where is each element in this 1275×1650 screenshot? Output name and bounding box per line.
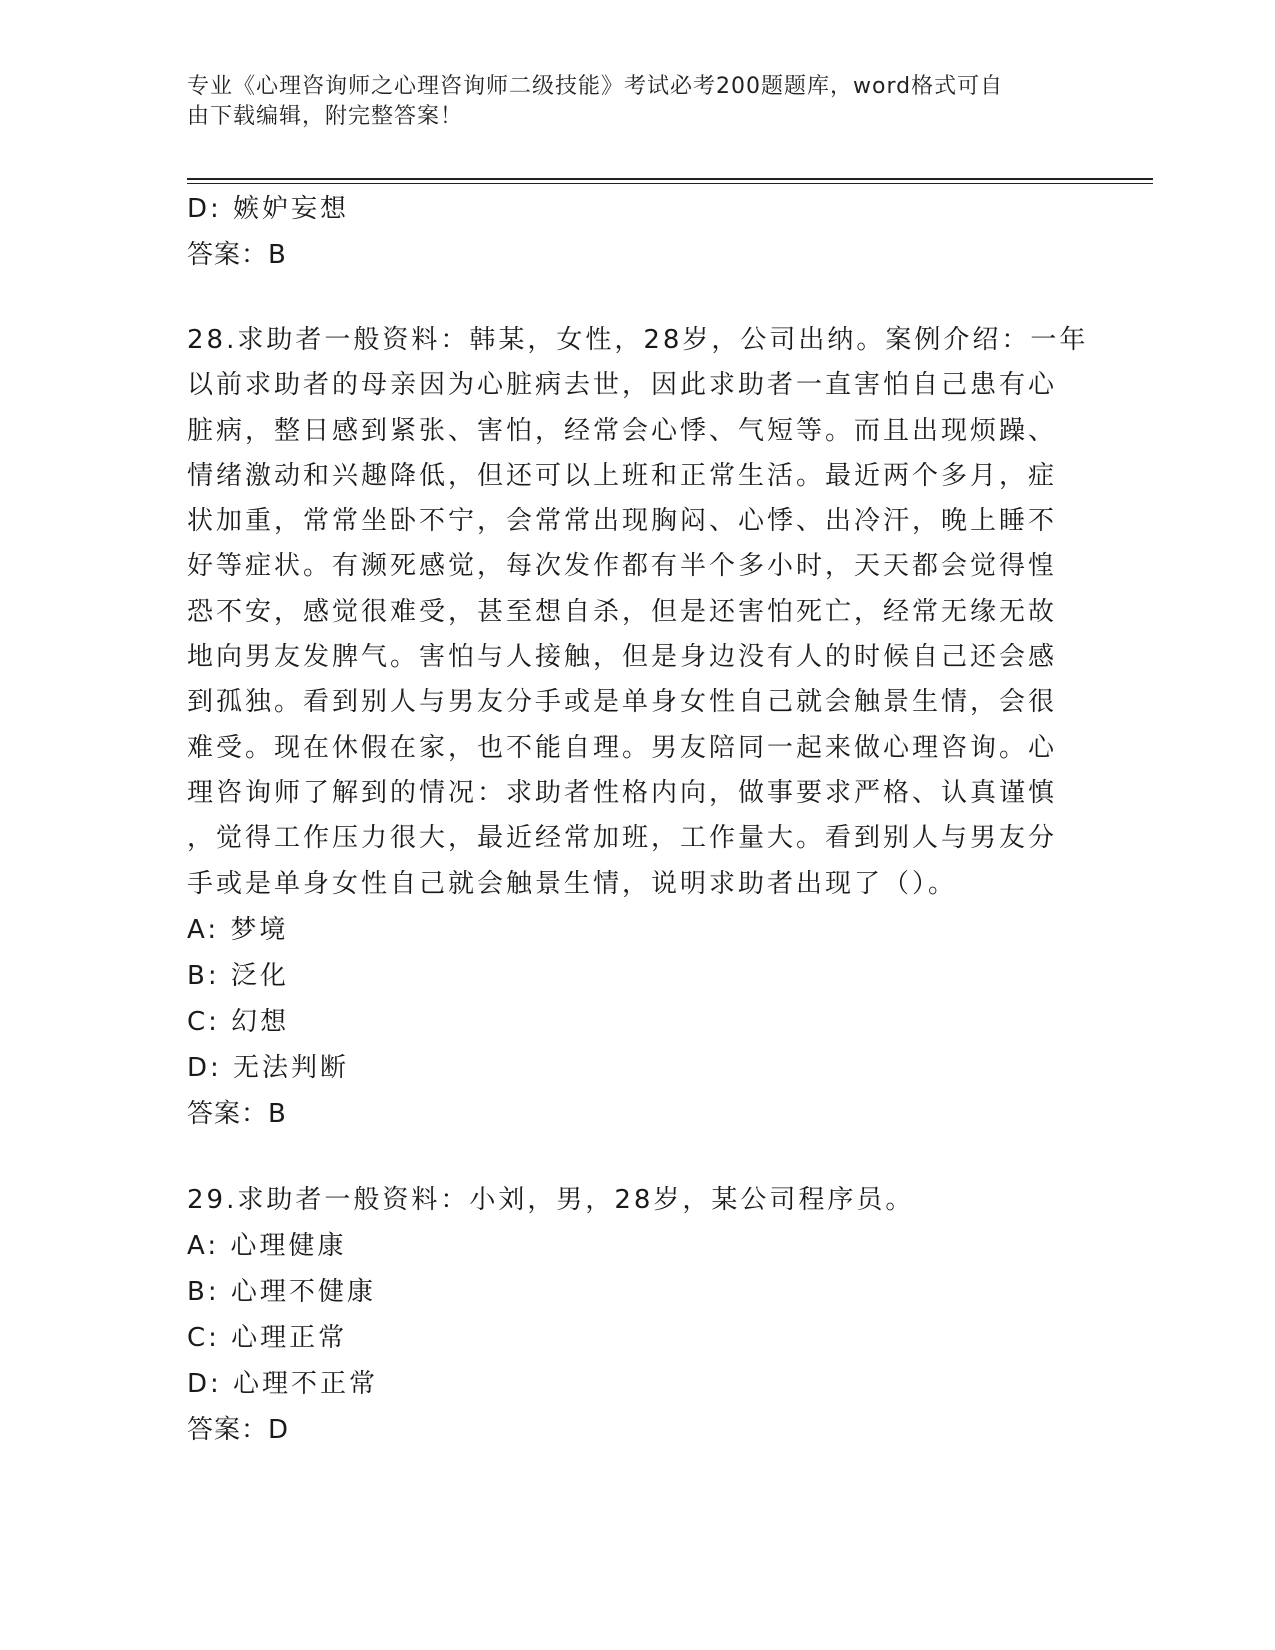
stem-line: 以前求助者的母亲因为心脏病去世，因此求助者一直害怕自己患有心 bbox=[187, 370, 1058, 401]
option-b: B: 泛化 bbox=[187, 960, 289, 991]
stem-line: 情绪激动和兴趣降低，但还可以上班和正常生活。最近两个多月，症 bbox=[187, 460, 1058, 491]
option-c: C: 幻想 bbox=[187, 1006, 290, 1037]
stem-line: 到孤独。看到别人与男友分手或是单身女性自己就会触景生情，会很 bbox=[187, 687, 1058, 718]
option-a: A: 梦境 bbox=[187, 914, 289, 945]
stem-line: 29.求助者一般资料：小刘，男，28岁，某公司程序员。 bbox=[187, 1184, 915, 1215]
option-d: D: 无法判断 bbox=[187, 1052, 350, 1083]
stem-line: 难受。现在休假在家，也不能自理。男友陪同一起来做心理咨询。心 bbox=[187, 732, 1058, 763]
stem-line: 地向男友发脾气。害怕与人接触，但是身边没有人的时候自己还会感 bbox=[187, 642, 1058, 673]
option-d: D: 心理不正常 bbox=[187, 1368, 379, 1399]
option-d: D: 嫉妒妄想 bbox=[187, 194, 350, 224]
stem-line: 手或是单身女性自己就会触景生情，说明求助者出现了（）。 bbox=[187, 868, 958, 899]
spacer bbox=[187, 278, 1087, 318]
header-rule-thick bbox=[187, 178, 1153, 180]
header-rule-thin bbox=[187, 183, 1153, 184]
stem-line: 恐不安，感觉很难受，甚至想自杀，但是还害怕死亡，经常无缘无故 bbox=[187, 596, 1058, 627]
spacer bbox=[187, 1137, 1087, 1177]
stem-line: ，觉得工作压力很大，最近经常加班，工作量大。看到别人与男友分 bbox=[187, 823, 1058, 854]
option-a: A: 心理健康 bbox=[187, 1230, 347, 1261]
question-28 bbox=[187, 318, 1087, 1137]
answer-line: 答案：B bbox=[187, 240, 287, 270]
page-header bbox=[187, 72, 1067, 132]
header-line-1: 专业《心理咨询师之心理咨询师二级技能》考试必考200题题库，word格式可自 bbox=[187, 74, 1004, 99]
stem-line: 理咨询师了解到的情况：求助者性格内向，做事要求严格、认真谨慎 bbox=[187, 777, 1058, 808]
question-29 bbox=[187, 1177, 1087, 1453]
option-b: B: 心理不健康 bbox=[187, 1276, 376, 1307]
stem-line: 脏病，整日感到紧张、害怕，经常会心悸、气短等。而且出现烦躁、 bbox=[187, 415, 1058, 446]
stem-line: 状加重，常常坐卧不宁，会常常出现胸闷、心悸、出冷汗，晚上睡不 bbox=[187, 506, 1058, 537]
header-line-2: 由下载编辑，附完整答案！ bbox=[187, 104, 464, 129]
document-body bbox=[187, 186, 1087, 1453]
stem-line: 28.求助者一般资料：韩某，女性，28岁，公司出纳。案例介绍：一年 bbox=[187, 325, 1089, 355]
answer-line: 答案：B bbox=[187, 1098, 287, 1129]
stem-line: 好等症状。有濒死感觉，每次发作都有半个多小时，天天都会觉得惶 bbox=[187, 551, 1058, 582]
answer-line: 答案：D bbox=[187, 1414, 290, 1445]
option-c: C: 心理正常 bbox=[187, 1322, 348, 1353]
question-27-tail bbox=[187, 186, 1087, 278]
